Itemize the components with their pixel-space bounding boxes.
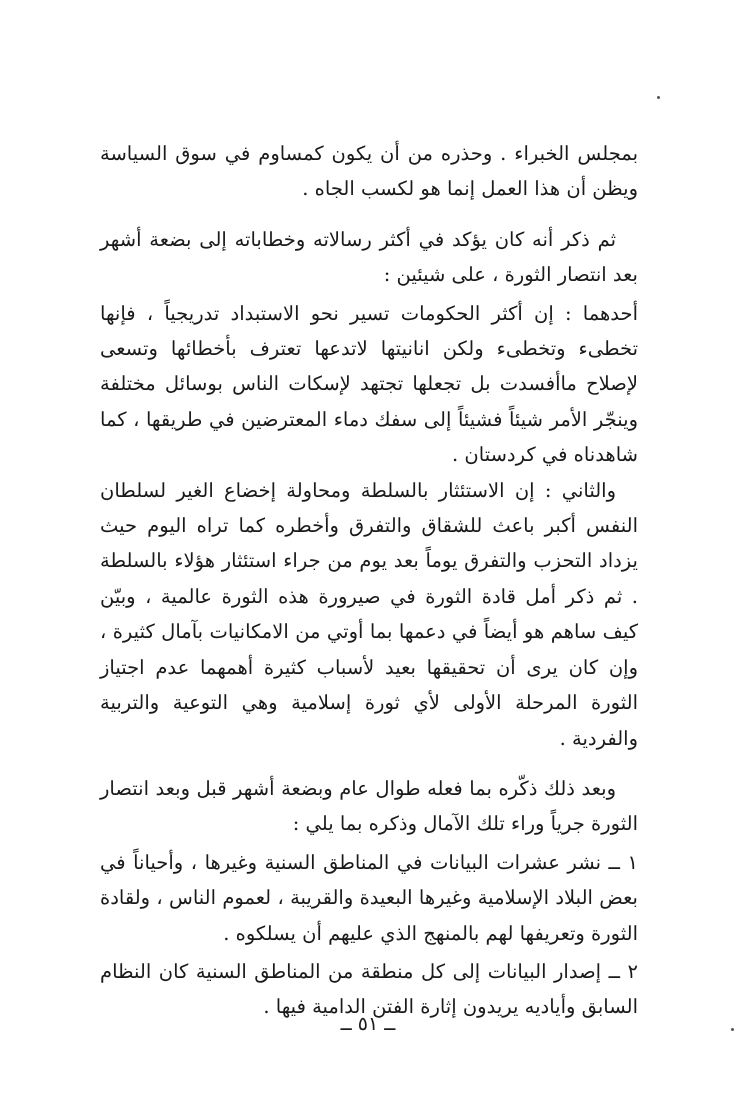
paragraph-2: ثم ذكر أنه كان يؤكد في أكثر رسالاته وخطاباته إلى بضعة أشهر بعد انتصار الثورة ، على شيئين : <box>100 227 638 287</box>
list-item-2: ٢ ــ إصدار البيانات إلى كل منطقة من المناطق السنية كان النظام السابق وأياديه يريدون إثارة الفتن الدامية فيها . <box>100 959 638 1019</box>
body-text <box>100 136 638 1025</box>
paragraph-3: أحدهما : إن أكثر الحكومات تسير نحو الاستبداد تدريجياً ، فإنها تخطىء وتخطىء ولكن انانيتها لاتدعها تعترف بأخطائها وتسعى لإصلاح ماأفسدت بل تجعلها تجتهد لإسكات الناس بوسائل مختلفة وينجّر الأمر شيئاً فشيئاً إلى سفك دماء المعترضين في طريقها ، كما شاهدناه في كردستان . <box>100 301 638 467</box>
paragraph-4: والثاني : إن الاستئثار بالسلطة ومحاولة إخضاع الغير لسلطان النفس أكبر باعث للشقاق والتفرق وأخطره كما تراه اليوم حيث يزداد التحزب والتفرق يوماً بعد يوم من جراء استئثار هؤلاء بالسلطة . ثم ذكر أمل قادة الثورة في صيرورة هذه الثورة عالمية ، وبيّن كيف ساهم هو أيضاً في دعمها بما أوتي من الامكانيات بآمال كثيرة ، وإن كان يرى أن تحقيقها بعيد لأسباب كثيرة أهمهما عدم اجتياز الثورة المرحلة الأولى لأي ثورة إسلامية وهي التوعية والتربية والفردية . <box>100 478 638 750</box>
page-number: ــ ٥١ ــ <box>340 1013 396 1035</box>
list-item-1: ١ ــ نشر عشرات البيانات في المناطق السنية وغيرها ، وأحياناً في بعض البلاد الإسلامية وغيرها البعيدة والقريبة ، لعموم الناس ، ولقادة الثورة وتعريفها لهم بالمنهج الذي عليهم أن يسلكوه . <box>100 850 638 945</box>
paragraph-5: وبعد ذلك ذكّره بما فعله طوال عام وبضعة أشهر قبل وبعد انتصار الثورة جرياً وراء تلك الآمال وذكره بما يلي : <box>100 776 638 836</box>
paragraph-1: بمجلس الخبراء . وحذره من أن يكون كمساوم في سوق السياسة ويظن أن هذا العمل إنما هو لكسب الجاه . <box>100 142 638 201</box>
scan-speck <box>657 96 660 99</box>
